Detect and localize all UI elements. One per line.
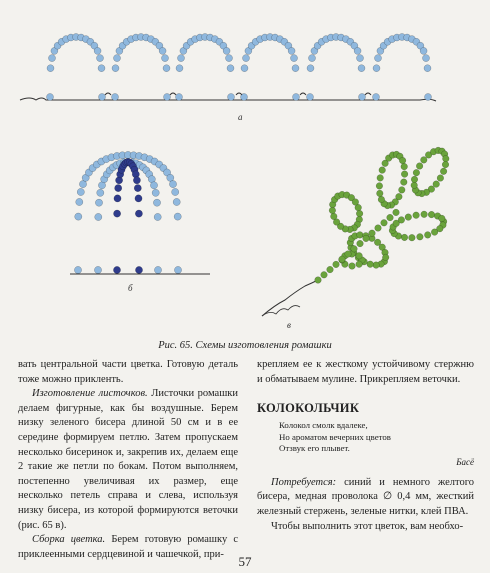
top-loops [47, 34, 432, 101]
bead [357, 232, 364, 239]
bead [382, 254, 389, 261]
bead [356, 253, 363, 260]
bead [153, 199, 160, 206]
bead [377, 175, 384, 182]
bead [411, 176, 418, 183]
bead [223, 47, 230, 54]
bead [399, 187, 406, 194]
bead [424, 65, 431, 72]
bead [174, 213, 181, 220]
bead [94, 47, 101, 54]
left-paragraph-2-title: Изготовление листочков. [32, 388, 148, 400]
bead [413, 212, 420, 219]
bead [47, 65, 54, 72]
bead [373, 94, 380, 101]
bead [363, 235, 370, 242]
bead [112, 94, 119, 101]
right-paragraph-2 [257, 476, 474, 520]
bead [178, 55, 185, 62]
bead [152, 189, 159, 196]
bead [74, 266, 81, 273]
bead [176, 65, 183, 72]
bead [163, 65, 170, 72]
bead [440, 168, 447, 175]
bead [133, 177, 140, 184]
bead [288, 47, 295, 54]
bead [401, 234, 408, 241]
bead [376, 183, 383, 190]
bead [329, 207, 336, 214]
bead [375, 225, 382, 232]
left-paragraph-2 [18, 387, 238, 533]
bead [417, 234, 424, 241]
bead [309, 55, 316, 62]
bead [95, 199, 102, 206]
bead [75, 213, 82, 220]
bead [358, 65, 365, 72]
bead [95, 213, 102, 220]
bead [381, 220, 388, 227]
bead [401, 179, 408, 186]
diagram-c [262, 147, 449, 316]
bead [354, 47, 361, 54]
bead [369, 230, 376, 237]
bead [228, 94, 235, 101]
bead [47, 94, 54, 101]
bead [114, 55, 121, 62]
bead [154, 266, 161, 273]
bead [114, 195, 121, 202]
bead [352, 199, 359, 206]
bead [379, 167, 386, 174]
bead [373, 65, 380, 72]
bead [174, 266, 181, 273]
bead [401, 171, 408, 178]
bead [373, 262, 380, 269]
bead [357, 240, 364, 247]
bead [135, 195, 142, 202]
bead [169, 181, 176, 188]
bead [173, 198, 180, 205]
bead [356, 210, 363, 217]
bead [409, 234, 416, 241]
bead [77, 188, 84, 195]
figure-caption: Рис. 65. Схемы изготовления ромашки [158, 340, 332, 351]
diagram-a [20, 34, 436, 102]
bead [291, 55, 298, 62]
section-heading: КОЛОКОЛЬЧИК [257, 401, 360, 416]
bead [292, 65, 299, 72]
bead [293, 94, 300, 101]
bead [411, 182, 418, 189]
left-paragraph-2-text: Листочки ромашки делаем фигурные, как бы воздушные. Берем низку зеленого бисера длиной 50 см и в ее середине формируем петлю. Затем пропускаем несколько бисеринок и, закрепив их, делаем еще 2 такие же петли по бокам. Потом выполняем, постепенно увеличивая их размер, еще несколько петель справа и слева, используя низку бисера, из которой формируются веточки (рис. 65 в). [18, 388, 238, 531]
bead [398, 217, 405, 224]
bead [443, 155, 450, 162]
bead [416, 163, 423, 170]
bead [331, 213, 338, 220]
bead [315, 277, 322, 284]
bead [99, 94, 106, 101]
bead [98, 65, 105, 72]
bead [176, 94, 183, 101]
bead [154, 213, 161, 220]
bead [226, 55, 233, 62]
bead [76, 198, 83, 205]
poem-line-2: Но ароматом вечерних цветов [279, 431, 391, 442]
bead [172, 188, 179, 195]
right-column [257, 358, 474, 534]
bead [378, 196, 385, 203]
bead [377, 190, 384, 197]
bead [345, 251, 352, 258]
bead [375, 55, 382, 62]
bead [94, 266, 101, 273]
bead [351, 246, 358, 253]
label-b: б [128, 283, 133, 293]
bead [405, 214, 412, 221]
label-a: а [238, 112, 243, 122]
bead [162, 55, 169, 62]
poem-line-3: Отзвук его плывет. [279, 443, 350, 454]
nested-loops [74, 151, 181, 273]
diagram-b [70, 151, 210, 274]
bead [424, 232, 431, 239]
bead [428, 211, 435, 218]
right-paragraph-2-title: Потребуется: [271, 476, 337, 488]
bead [437, 175, 444, 182]
branch-wire [262, 280, 318, 316]
label-c: в [287, 320, 291, 330]
left-column [18, 358, 238, 562]
bead [401, 163, 408, 170]
bead [356, 261, 363, 268]
bead [349, 263, 356, 270]
bead [339, 256, 346, 263]
bead [243, 55, 250, 62]
wire-twists [105, 93, 371, 95]
bead [164, 94, 171, 101]
bead [425, 94, 432, 101]
bead [327, 266, 334, 273]
bead [333, 261, 340, 268]
bead [49, 55, 56, 62]
bead [423, 55, 430, 62]
bead [114, 210, 121, 217]
bead [393, 209, 400, 216]
bead [241, 65, 248, 72]
bead [413, 169, 420, 176]
green-leaf [315, 147, 449, 283]
bead [227, 65, 234, 72]
bead [115, 185, 122, 192]
bead [387, 214, 394, 221]
bead [307, 94, 314, 101]
bead [97, 189, 104, 196]
bead [442, 161, 449, 168]
bead [307, 65, 314, 72]
bead [433, 181, 440, 188]
bead [97, 55, 104, 62]
bead [150, 182, 157, 189]
bead [420, 47, 427, 54]
bead [359, 94, 366, 101]
bead [321, 272, 328, 279]
poem-author: Басё [456, 457, 474, 468]
bead [439, 215, 446, 222]
right-paragraph-1: крепляем ее к жесткому устойчивому стержню и обматываем мулине. Прикрепляем веточки. [257, 359, 474, 385]
left-paragraph-1: вать центральной части цветка. Готовую деталь тоже можно прикленть. [18, 359, 238, 385]
bead [421, 157, 428, 164]
bead [159, 47, 166, 54]
bead [135, 210, 142, 217]
bead [357, 55, 364, 62]
bead [399, 157, 406, 164]
bead [135, 266, 142, 273]
left-paragraph-3-title: Сборка цветка. [32, 534, 106, 546]
bead [367, 261, 374, 268]
bead [134, 185, 141, 192]
bead [113, 266, 120, 273]
bead [431, 229, 438, 236]
right-paragraph-3: Чтобы выполнить этот цветок, вам необхо- [271, 520, 464, 532]
bead [112, 65, 119, 72]
poem [257, 420, 474, 455]
poem-line-1: Колокол смолк вдалеке, [279, 419, 368, 430]
right-paragraph-2-text: синий и немного желтого бисера, медная проволока ∅ 0,4 мм, жесткий железный стержень, зеленые нитки, клей ПВА. [257, 476, 474, 517]
page-number: 57 [238, 554, 252, 569]
bead [421, 211, 428, 218]
left-paragraph-3-text: Берем готовую ромашку с приклеенными сердцевиной и чашечкой, при- [18, 534, 238, 560]
